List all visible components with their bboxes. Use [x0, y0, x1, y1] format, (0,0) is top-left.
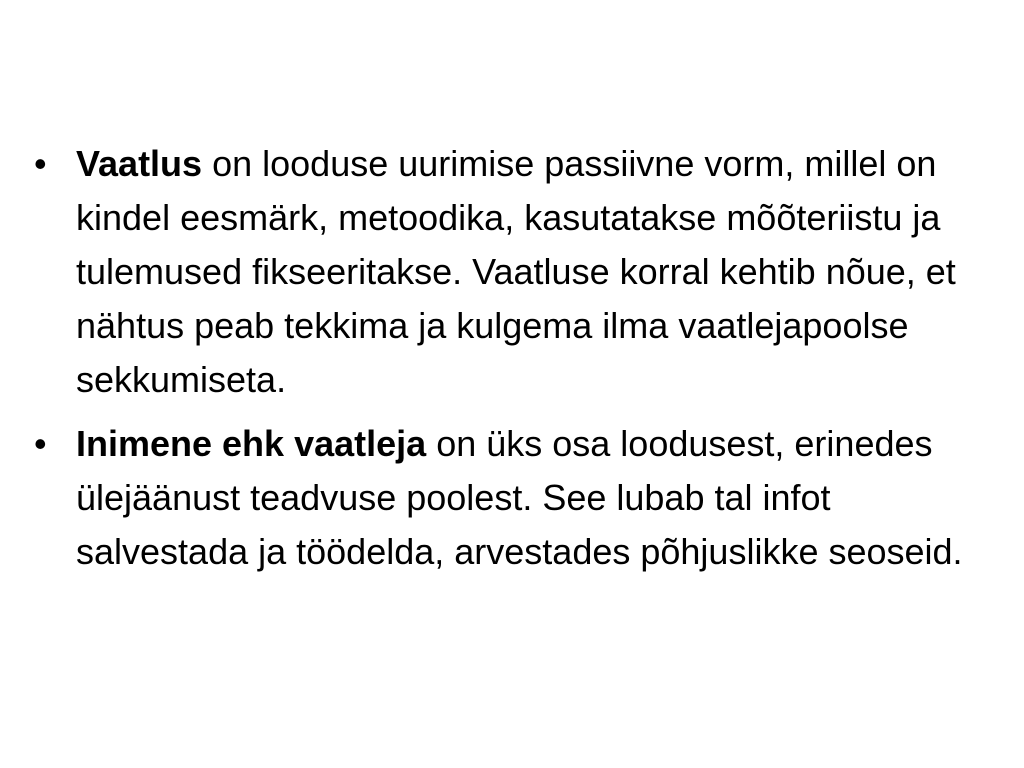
bullet-icon: • — [34, 143, 47, 184]
bullet-list — [34, 137, 994, 589]
bullet-item-vaatlus — [34, 137, 994, 407]
bullet-term: Vaatlus — [76, 143, 203, 184]
bullet-term: Inimene ehk vaatleja — [76, 423, 427, 464]
bullet-item-inimene — [34, 417, 994, 579]
bullet-text: on üks osa loodusest, erinedes ülejäänust teadvuse poolest. See lubab tal infot salvestada ja töödelda, arvestades põhjuslikke seoseid. — [76, 423, 963, 572]
bullet-icon: • — [34, 423, 47, 464]
bullet-text: on looduse uurimise passiivne vorm, millel on kindel eesmärk, metoodika, kasutatakse mõõteriistu ja tulemused fikseeritakse. Vaatluse korral kehtib nõue, et nähtus peab tekkima ja kulgema ilma vaatlejapoolse sekkumiseta. — [76, 143, 966, 400]
